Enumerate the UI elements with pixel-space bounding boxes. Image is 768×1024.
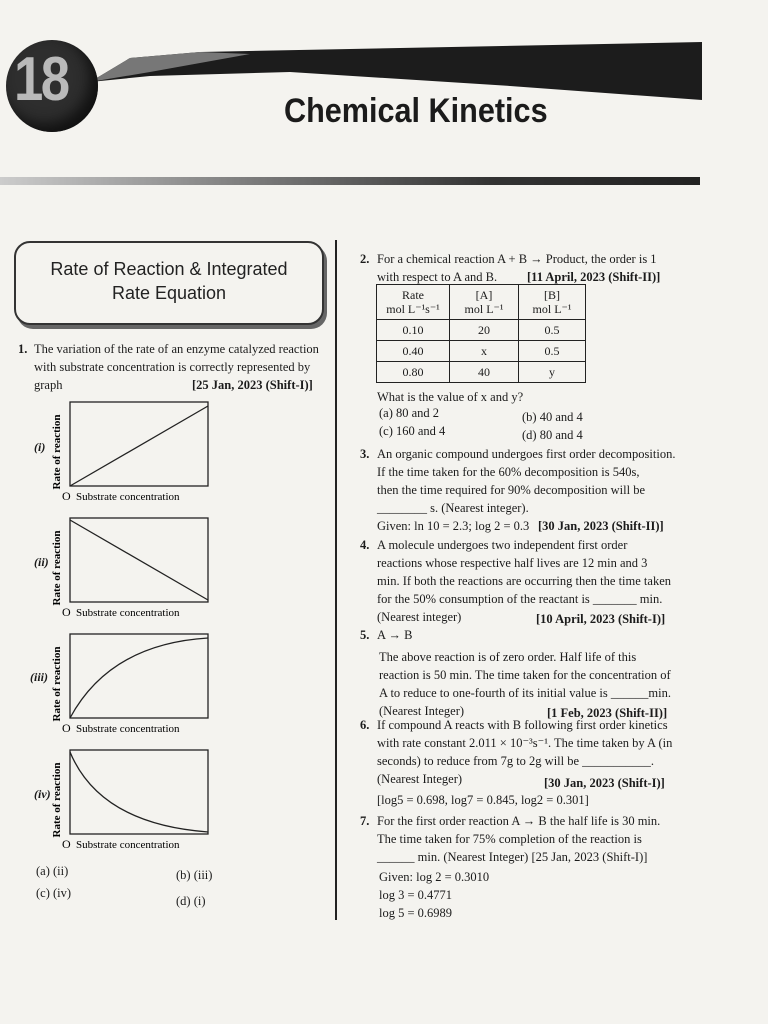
table-cell: y (519, 362, 586, 383)
section-heading-line1: Rate of Reaction & Integrated (50, 259, 288, 279)
q1-option-b: (b) (iii) (176, 868, 213, 882)
q4-source: [10 April, 2023 (Shift-I)] (536, 612, 666, 626)
q7-given2: log 3 = 0.4771 (379, 888, 453, 902)
q1-line3: graph (34, 378, 63, 392)
graph-label-iv: (iv) (34, 787, 51, 801)
q5-line1: The above reaction is of zero order. Half life of this (379, 650, 637, 664)
q2-source: [11 April, 2023 (Shift-II)] (527, 270, 661, 284)
q1-source: [25 Jan, 2023 (Shift-I)] (192, 378, 313, 392)
graph-iv-curve (70, 752, 208, 832)
graph-ii-origin: O (62, 605, 71, 619)
graph-iii-xlabel: Substrate concentration (76, 723, 180, 735)
graph-iii (51, 634, 208, 735)
q3-line1: An organic compound undergoes first order decomposition. (377, 447, 676, 461)
graph-i-ylabel: Rate of reaction (51, 414, 63, 490)
q7-given3: log 5 = 0.6989 (379, 906, 453, 920)
table-row (377, 362, 586, 383)
graph-i-curve (70, 406, 208, 486)
q2-question: What is the value of x and y? (377, 390, 524, 404)
graph-iv-xlabel: Substrate concentration (76, 839, 180, 851)
graph-i-origin: O (62, 489, 71, 503)
q7-number: 7. (360, 814, 370, 828)
q1-line2: with substrate concentration is correctly represented by (34, 360, 311, 374)
graph-iv-origin: O (62, 837, 71, 851)
graph-iii-curve (70, 638, 208, 718)
q1-number: 1. (18, 342, 28, 356)
table-cell: 20 (450, 320, 519, 341)
graph-iv-ylabel: Rate of reaction (51, 762, 63, 838)
graph-label-iii: (iii) (30, 670, 48, 684)
section-heading-box (14, 241, 324, 325)
rate-table (376, 284, 586, 383)
q5-line3: A to reduce to one-fourth of its initial value is ______min. (379, 686, 671, 700)
q2-option-b: (b) 40 and 4 (522, 410, 583, 424)
q4-line4: for the 50% consumption of the reactant is _______ min. (377, 592, 663, 606)
table-cell: 0.10 (377, 320, 450, 341)
q1-option-d: (d) (i) (176, 894, 206, 908)
title-rule (0, 177, 700, 185)
q4-line3: min. If both the reactions are occurring then the time taken (377, 574, 671, 588)
table-cell: 0.40 (377, 341, 450, 362)
q6-number: 6. (360, 718, 370, 732)
q2-line2: with respect to A and B. (377, 270, 498, 284)
q5-line4: (Nearest Integer) (379, 704, 465, 718)
graph-iv-frame (70, 750, 208, 834)
graph-ii-xlabel: Substrate concentration (76, 607, 180, 619)
table-cell: 0.80 (377, 362, 450, 383)
graph-ii (51, 518, 208, 619)
graph-ii-curve (70, 520, 208, 600)
q7-line2: The time taken for 75% completion of the reaction is (377, 832, 642, 846)
q6-given: [log5 = 0.698, log7 = 0.845, log2 = 0.301] (377, 793, 589, 807)
q1-option-c: (c) (iv) (36, 886, 72, 900)
q3-line4: ________ s. (Nearest integer). (377, 501, 529, 515)
q7-line3: ______ min. (Nearest Integer) [25 Jan, 2023 (Shift-I)] (377, 850, 648, 864)
table-header-row (377, 285, 586, 320)
graph-ii-ylabel: Rate of reaction (51, 530, 63, 606)
graph-iii-origin: O (62, 721, 71, 735)
q1-option-a: (a) (ii) (36, 864, 69, 878)
table-header-cell: [B] mol L⁻¹ (519, 285, 586, 320)
q6-line2: with rate constant 2.011 × 10⁻³s⁻¹. The time taken by A (in (377, 736, 673, 750)
q3-source: [30 Jan, 2023 (Shift-II)] (538, 519, 664, 533)
q6-source: [30 Jan, 2023 (Shift-I)] (544, 776, 665, 790)
q6-line3: seconds) to reduce from 7g to 2g will be ___________. (377, 754, 655, 768)
q5-number: 5. (360, 628, 370, 642)
q6-line4: (Nearest Integer) (377, 772, 463, 786)
q4-line1: A molecule undergoes two independent first order (377, 538, 628, 552)
table-row (377, 320, 586, 341)
graph-i-xlabel: Substrate concentration (76, 491, 180, 503)
q3-number: 3. (360, 447, 370, 461)
q5-line2: reaction is 50 min. The time taken for the concentration of (379, 668, 671, 682)
q4-line2: reactions whose respective half lives are 12 min and 3 (377, 556, 648, 570)
q5-source: [1 Feb, 2023 (Shift-II)] (547, 706, 668, 720)
q2-option-d: (d) 80 and 4 (522, 428, 583, 442)
table-cell: 0.5 (519, 341, 586, 362)
column-divider (335, 240, 337, 920)
graph-i (51, 402, 208, 503)
q4-number: 4. (360, 538, 370, 552)
graph-iv (51, 750, 208, 851)
table-header-cell: Rate mol L⁻¹s⁻¹ (377, 285, 450, 320)
q6-line1: If compound A reacts with B following first order kinetics (377, 718, 668, 732)
q1-graphs (50, 392, 220, 868)
graph-label-i: (i) (34, 440, 46, 454)
q4-line5: (Nearest integer) (377, 610, 462, 624)
q2-line1: For a chemical reaction A + B → Product, the order is 1 (377, 252, 657, 266)
q7-given1: Given: log 2 = 0.3010 (379, 870, 490, 884)
q7-line1: For the first order reaction A → B the half life is 30 min. (377, 814, 661, 828)
q2-number: 2. (360, 252, 370, 266)
section-heading-line2: Rate Equation (111, 283, 227, 303)
q2-option-c: (c) 160 and 4 (379, 424, 446, 438)
q3-given: Given: ln 10 = 2.3; log 2 = 0.3 (377, 519, 530, 533)
chapter-number: 18 (14, 45, 68, 114)
chapter-title: Chemical Kinetics (284, 92, 548, 130)
table-cell: 40 (450, 362, 519, 383)
table-cell: 0.5 (519, 320, 586, 341)
q5-reaction: A → B (377, 628, 413, 642)
q3-line2: If the time taken for the 60% decomposition is 540s, (377, 465, 640, 479)
q3-line3: then the time required for 90% decomposition will be (377, 483, 645, 497)
graph-iii-ylabel: Rate of reaction (51, 646, 63, 722)
table-cell: x (450, 341, 519, 362)
q2-option-a: (a) 80 and 2 (379, 406, 440, 420)
q1-line1: The variation of the rate of an enzyme catalyzed reaction (34, 342, 319, 356)
graph-iii-frame (70, 634, 208, 718)
graph-label-ii: (ii) (34, 555, 49, 569)
table-row (377, 341, 586, 362)
table-header-cell: [A] mol L⁻¹ (450, 285, 519, 320)
